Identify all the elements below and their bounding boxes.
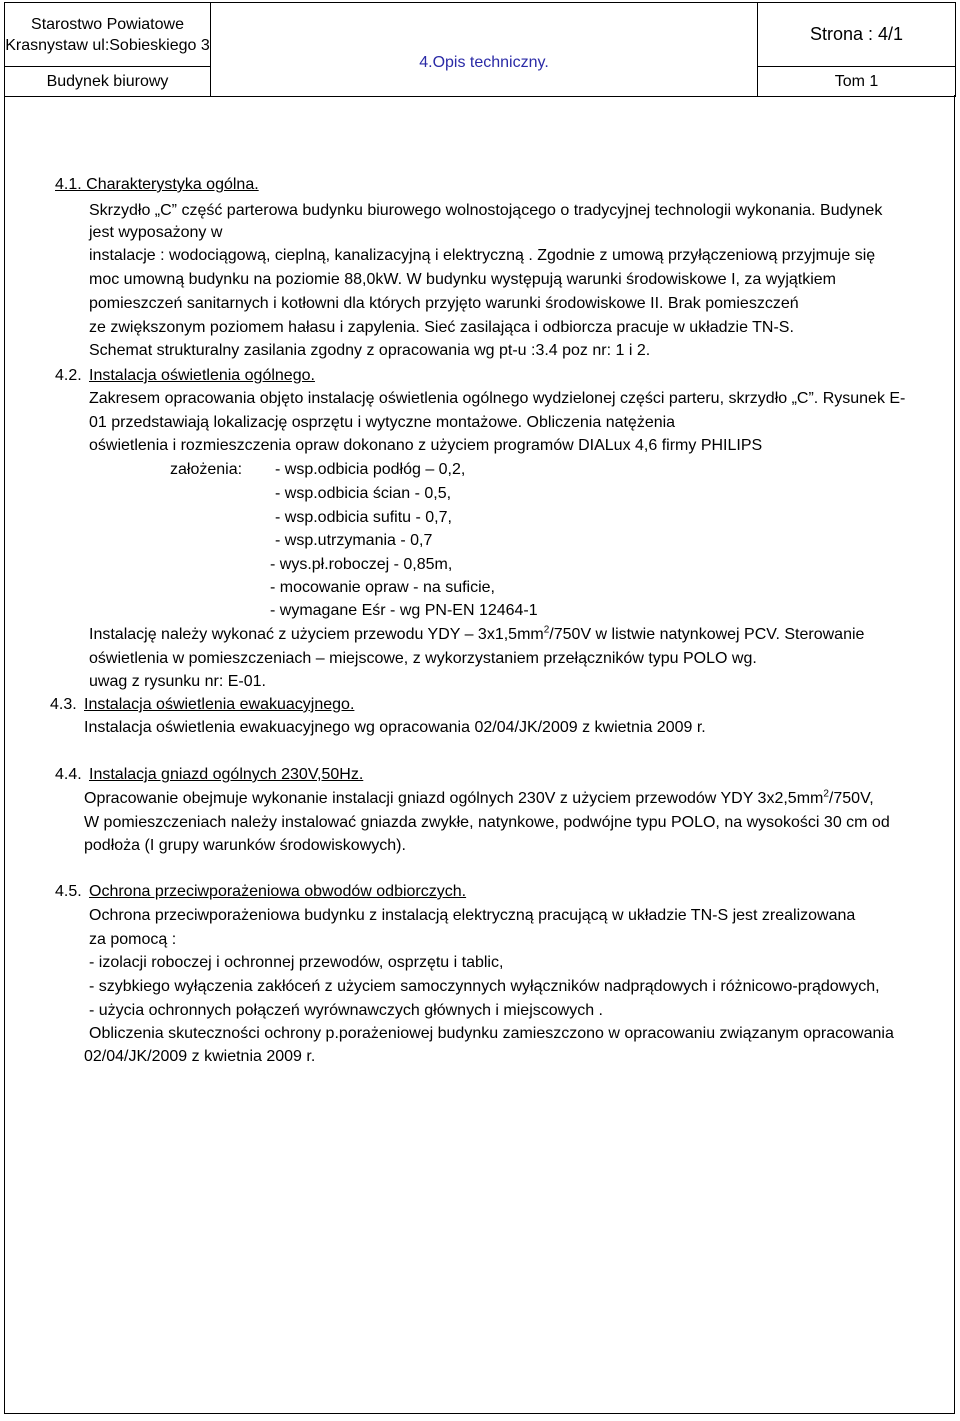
section-4-1-heading: 4.1. Charakterystyka ogólna.: [55, 176, 259, 193]
section-4-3-title: Instalacja oświetlenia ewakuacyjnego.: [84, 696, 355, 713]
header-org-line2: Krasnystaw ul:Sobieskiego 3: [5, 36, 210, 54]
assumption-item: - wsp.odbicia ścian - 0,5,: [275, 485, 452, 502]
section-4-5-number: 4.5.: [55, 883, 82, 900]
assumptions-label: założenia:: [170, 461, 243, 478]
assumption-item: - wys.pł.roboczej - 0,85m,: [270, 556, 453, 573]
section-4-2-number: 4.2.: [55, 367, 82, 384]
assumption-item: - wsp.odbicia podłóg – 0,2,: [275, 461, 466, 478]
section-4-4-line: Opracowanie obejmuje wykonanie instalacji gniazd ogólnych 230V z użyciem przewodów YDY $3x2,5mm^2/750V$,: [84, 788, 874, 807]
section-4-2-line: oświetlenia i rozmieszczenia opraw dokonano z użyciem programów DIALux 4,6 firmy PHILIPS: [89, 437, 763, 454]
header-document-title: 4.Opis techniczny.: [211, 3, 758, 97]
section-4-5-line: - użycia ochronnych połączeń wyrównawczych głównych i miejscowych .: [89, 1002, 603, 1019]
section-4-2-line: 01 przedstawiają lokalizację osprzętu i wytyczne montażowe. Obliczenia natężenia: [89, 414, 676, 431]
section-4-3-number: 4.3.: [50, 696, 77, 713]
header-organization: [5, 3, 211, 67]
assumption-item: - wsp.utrzymania - 0,7: [275, 532, 433, 549]
section-4-4-title: Instalacja gniazd ogólnych 230V,50Hz.: [89, 766, 364, 783]
section-4-4-line: podłoża (I grupy warunków środowiskowych).: [84, 837, 406, 854]
section-4-5-line: - szybkiego wyłączenia zakłóceń z użyciem samoczynnych wyłączników nadprądowych i różnicowo-prądowych,: [89, 978, 880, 995]
section-4-5-line: Obliczenia skuteczności ochrony p.porażeniowej budynku zamieszczono w opracowaniu związanym opracowania: [89, 1025, 894, 1042]
assumption-item: - wymagane Eśr - wg PN-EN 12464-1: [270, 602, 538, 619]
section-4-5-line: 02/04/JK/2009 z kwietnia 2009 r.: [84, 1048, 316, 1065]
section-4-5-line: za pomocą :: [89, 931, 177, 948]
assumption-item: - mocowanie opraw - na suficie,: [270, 579, 495, 596]
section-4-1-line: moc umowną budynku na poziomie 88,0kW. W budynku występują warunki środowiskowe I, za wyjątkiem: [89, 271, 836, 288]
header-org-line1: Starostwo Powiatowe: [31, 15, 184, 33]
section-4-1-line: pomieszczeń sanitarnych i kotłowni dla których przyjęto warunki środowiskowe II. Brak pomieszczeń: [89, 295, 799, 312]
header-building: Budynek biurowy: [5, 67, 211, 97]
section-4-1-line: Schemat strukturalny zasilania zgodny z opracowania wg pt-u :3.4 poz nr: 1 i 2.: [89, 342, 651, 359]
section-4-1-line: ze zwiększonym poziomem hałasu i zapylenia. Sieć zasilająca i odbiorcza pracuje w układzie TN-S.: [89, 319, 794, 336]
section-4-2-title: Instalacja oświetlenia ogólnego.: [89, 367, 315, 384]
section-4-5-line: - izolacji roboczej i ochronnej przewodów, osprzętu i tablic,: [89, 954, 504, 971]
header-volume: Tom 1: [758, 67, 956, 97]
cable-line: Instalację należy wykonać z użyciem przewodu YDY – $3x1,5mm^2/750V$ w listwie natynkowej PCV. Sterowanie: [89, 624, 865, 643]
section-4-1-line: instalacje : wodociągową, cieplną, kanalizacyjną i elektryczną . Zgodnie z umową przyłączeniową przyjmuje się: [89, 247, 876, 264]
section-4-4-line: W pomieszczeniach należy instalować gniazda zwykłe, natynkowe, podwójne typu POLO, na wysokości 30 cm od: [84, 814, 890, 831]
section-4-1-line: Skrzydło „C” część parterowa budynku biurowego wolnostojącego o tradycyjnej technologii wykonania. Budynek: [89, 202, 883, 219]
header-page-number: Strona : 4/1: [758, 3, 956, 67]
header-table: [4, 2, 956, 97]
section-4-1-line: jest wyposażony w: [89, 224, 223, 241]
section-4-2-line: oświetlenia w pomieszczeniach – miejscowe, z wykorzystaniem przełączników typu POLO wg.: [89, 650, 757, 667]
section-4-2-line: uwag z rysunku nr: E-01.: [89, 673, 266, 690]
assumption-item: - wsp.odbicia sufitu - 0,7,: [275, 509, 452, 526]
section-4-5-line: Ochrona przeciwporażeniowa budynku z instalacją elektryczną pracującą w układzie TN-S jest zrealizowana: [89, 907, 856, 924]
section-4-2-line: Zakresem opracowania objęto instalację oświetlenia ogólnego wydzielonej części parteru, skrzydło „C”. Rysunek E-: [89, 390, 906, 407]
page-header: [4, 2, 956, 96]
section-4-5-title: Ochrona przeciwporażeniowa obwodów odbiorczych.: [89, 883, 467, 900]
section-4-3-line: Instalacja oświetlenia ewakuacyjnego wg opracowania 02/04/JK/2009 z kwietnia 2009 r.: [84, 719, 706, 736]
page-frame: [4, 95, 955, 1414]
section-4-4-number: 4.4.: [55, 766, 82, 783]
